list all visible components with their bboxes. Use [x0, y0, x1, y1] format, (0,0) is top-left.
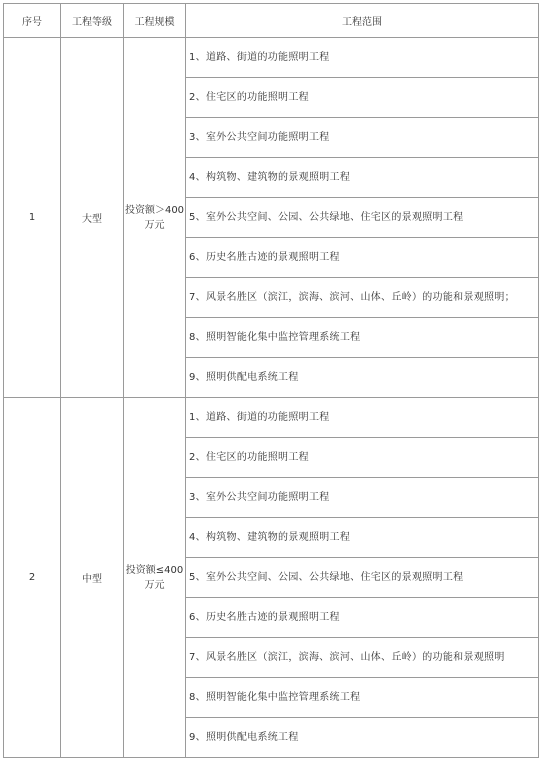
- scope-cell: 4、构筑物、建筑物的景观照明工程: [186, 158, 539, 198]
- header-scale: 工程规模: [124, 4, 186, 38]
- table-row: [4, 398, 539, 438]
- scope-cell: 4、构筑物、建筑物的景观照明工程: [186, 518, 539, 558]
- scope-cell: 7、风景名胜区（滨江，滨海、滨河、山体、丘岭）的功能和景观照明；: [186, 278, 539, 318]
- table-body: [4, 38, 539, 758]
- scope-cell: 9、照明供配电系统工程: [186, 718, 539, 758]
- scope-cell: 3、室外公共空间功能照明工程: [186, 478, 539, 518]
- grade-cell: 大型: [61, 38, 124, 398]
- scale-text: 投资额＞400万元: [124, 204, 185, 231]
- header-scope: 工程范围: [186, 4, 539, 38]
- scale-cell: [124, 38, 186, 398]
- row-number: 2: [4, 398, 61, 758]
- scope-cell: 6、历史名胜古迹的景观照明工程: [186, 238, 539, 278]
- scale-cell: [124, 398, 186, 758]
- scope-cell: 6、历史名胜古迹的景观照明工程: [186, 598, 539, 638]
- scope-cell: 5、室外公共空间、公园、公共绿地、住宅区的景观照明工程: [186, 198, 539, 238]
- row-number: 1: [4, 38, 61, 398]
- scope-cell: 1、道路、街道的功能照明工程: [186, 38, 539, 78]
- scale-text: 投资额≤400万元: [125, 564, 184, 591]
- scope-cell: 2、住宅区的功能照明工程: [186, 438, 539, 478]
- header-grade: 工程等级: [61, 4, 124, 38]
- header-no: 序号: [4, 4, 61, 38]
- scope-cell: 8、照明智能化集中监控管理系统工程: [186, 678, 539, 718]
- scope-cell: 5、室外公共空间、公园、公共绿地、住宅区的景观照明工程: [186, 558, 539, 598]
- table-row: [4, 38, 539, 78]
- scope-cell: 7、风景名胜区（滨江，滨海、滨河、山体、丘岭）的功能和景观照明: [186, 638, 539, 678]
- header-row: [4, 4, 539, 38]
- grade-cell: 中型: [61, 398, 124, 758]
- scope-cell: 2、住宅区的功能照明工程: [186, 78, 539, 118]
- scope-cell: 9、照明供配电系统工程: [186, 358, 539, 398]
- scope-cell: 8、照明智能化集中监控管理系统工程: [186, 318, 539, 358]
- scope-cell: 1、道路、街道的功能照明工程: [186, 398, 539, 438]
- scope-cell: 3、室外公共空间功能照明工程: [186, 118, 539, 158]
- engineering-grade-table: [3, 3, 539, 758]
